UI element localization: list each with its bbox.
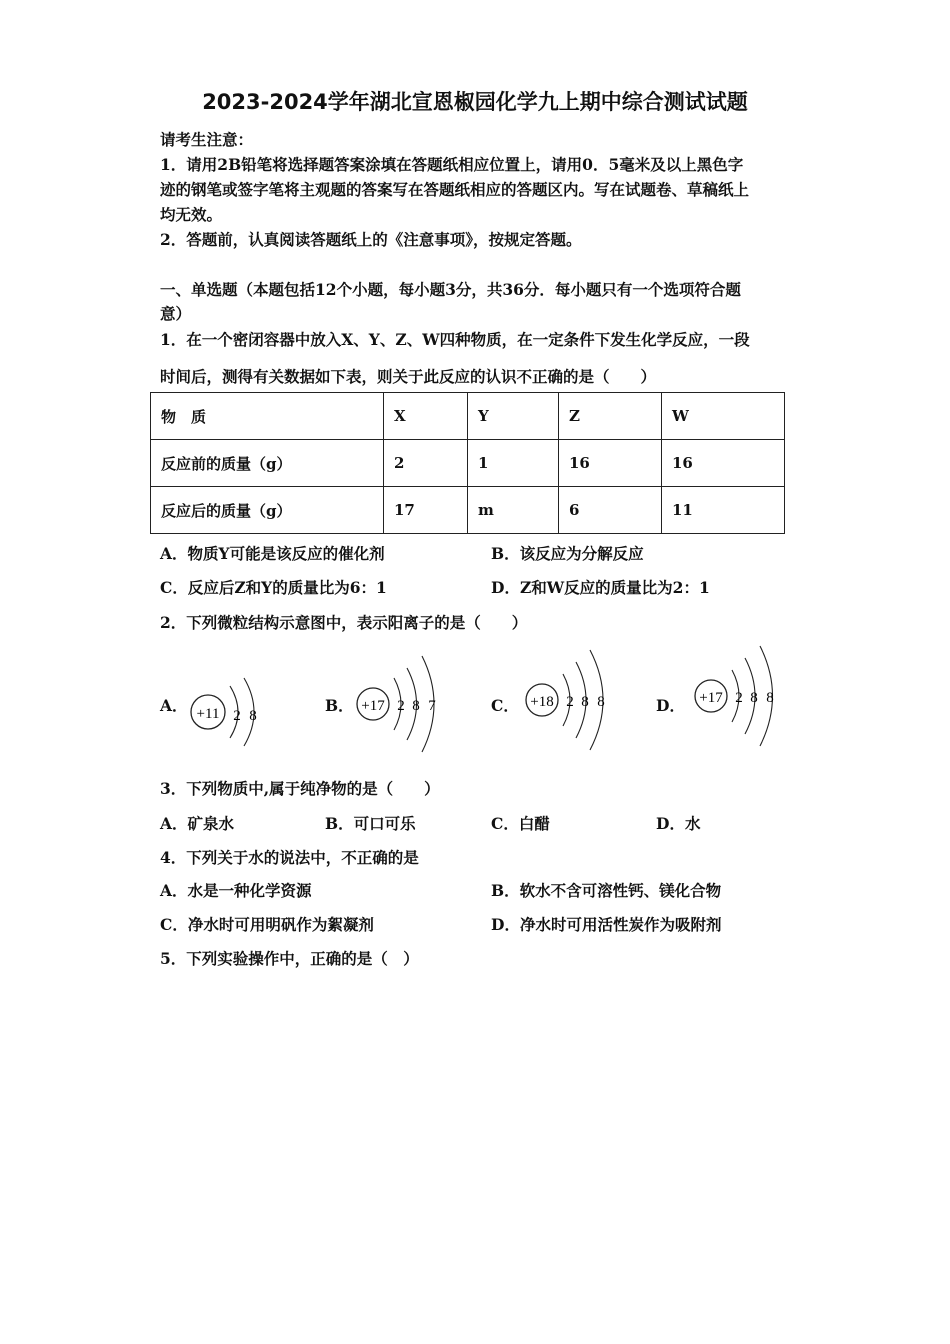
nucleus-charge: +17 bbox=[361, 698, 385, 714]
shell-electron-count: 8 bbox=[766, 690, 774, 706]
section-heading: 一、单选题（本题包括12个小题，每小题3分，共36分．每小题只有一个选项符合题 bbox=[160, 280, 741, 299]
table-cell: Y bbox=[468, 393, 559, 440]
shell-electron-count: 8 bbox=[597, 694, 605, 710]
q1-stem: 1．在一个密闭容器中放入X、Y、Z、W四种物质，在一定条件下发生化学反应，一段 bbox=[160, 330, 750, 349]
notice-line: 迹的钢笔或签字笔将主观题的答案写在答题纸相应的答题区内。写在试题卷、草稿纸上 bbox=[160, 180, 750, 199]
table-cell: X bbox=[384, 393, 468, 440]
q1-stem-cont: 时间后，测得有关数据如下表，则关于此反应的认识不正确的是（ ） bbox=[160, 367, 657, 386]
shell-electron-count: 8 bbox=[249, 708, 257, 724]
q2-option-a-label[interactable]: A． bbox=[160, 696, 188, 715]
page-title: 2023-2024学年湖北宣恩椒园化学九上期中综合测试试题 bbox=[202, 90, 748, 114]
shell-electron-count: 8 bbox=[412, 698, 420, 714]
notice-line: 2．答题前，认真阅读答题纸上的《注意事项》，按规定答题。 bbox=[160, 230, 582, 249]
table-cell: 1 bbox=[468, 440, 559, 487]
table-cell: W bbox=[662, 393, 785, 440]
table-cell: 6 bbox=[559, 487, 662, 534]
nucleus-charge: +18 bbox=[530, 694, 554, 710]
table-cell: 反应后的质量（g） bbox=[151, 487, 384, 534]
q3-stem: 3．下列物质中,属于纯净物的是（ ） bbox=[160, 779, 440, 798]
table-cell: 2 bbox=[384, 440, 468, 487]
table-cell: 17 bbox=[384, 487, 468, 534]
shell-electron-count: 2 bbox=[397, 698, 405, 714]
q1-option-d[interactable]: D．Z和W反应的质量比为2：1 bbox=[491, 578, 710, 597]
notice-heading: 请考生注意： bbox=[160, 130, 254, 149]
table-cell: 反应前的质量（g） bbox=[151, 440, 384, 487]
q2-option-d-diagram[interactable] bbox=[690, 640, 790, 756]
q2-option-c-label[interactable]: C． bbox=[491, 696, 519, 715]
notice-line: 均无效。 bbox=[160, 205, 223, 224]
q1-option-a[interactable]: A．物质Y可能是该反应的催化剂 bbox=[160, 544, 385, 563]
q1-option-b[interactable]: B．该反应为分解反应 bbox=[491, 544, 644, 563]
q2-option-d-label[interactable]: D． bbox=[656, 696, 685, 715]
table-row bbox=[151, 440, 785, 487]
q1-option-c[interactable]: C．反应后Z和Y的质量比为6：1 bbox=[160, 578, 387, 597]
q3-option-a[interactable]: A．矿泉水 bbox=[160, 814, 235, 833]
q2-option-a-diagram[interactable] bbox=[188, 668, 268, 762]
shell-electron-count: 7 bbox=[428, 698, 436, 714]
shell-electron-count: 2 bbox=[566, 694, 574, 710]
shell-electron-count: 8 bbox=[581, 694, 589, 710]
q3-option-c[interactable]: C．白醋 bbox=[491, 814, 550, 833]
shell-electron-count: 2 bbox=[233, 708, 241, 724]
q4-option-b[interactable]: B．软水不含可溶性钙、镁化合物 bbox=[491, 881, 722, 900]
shell-electron-count: 8 bbox=[750, 690, 758, 706]
table-cell: 11 bbox=[662, 487, 785, 534]
table-row bbox=[151, 487, 785, 534]
table-cell: 16 bbox=[662, 440, 785, 487]
q4-option-a[interactable]: A．水是一种化学资源 bbox=[160, 881, 312, 900]
q2-option-b-label[interactable]: B． bbox=[325, 696, 354, 715]
q3-option-d[interactable]: D．水 bbox=[656, 814, 701, 833]
table-cell: 物 质 bbox=[151, 393, 384, 440]
q2-option-c-diagram[interactable] bbox=[520, 644, 620, 760]
table-cell: 16 bbox=[559, 440, 662, 487]
q1-data-table bbox=[150, 392, 785, 534]
nucleus-charge: +11 bbox=[196, 706, 220, 722]
table-cell: Z bbox=[559, 393, 662, 440]
shell-electron-count: 2 bbox=[735, 690, 743, 706]
q2-option-b-diagram[interactable] bbox=[352, 650, 452, 764]
q4-option-d[interactable]: D．净水时可用活性炭作为吸附剂 bbox=[491, 915, 722, 934]
q2-stem: 2．下列微粒结构示意图中，表示阳离子的是（ ） bbox=[160, 613, 528, 632]
q3-option-b[interactable]: B．可口可乐 bbox=[325, 814, 416, 833]
section-heading-cont: 意） bbox=[160, 304, 192, 323]
nucleus-charge: +17 bbox=[699, 690, 723, 706]
table-row bbox=[151, 393, 785, 440]
notice-line: 1．请用2B铅笔将选择题答案涂填在答题纸相应位置上，请用0．5毫米及以上黑色字 bbox=[160, 155, 744, 174]
q5-stem: 5．下列实验操作中，正确的是（ ） bbox=[160, 949, 419, 968]
q4-stem: 4．下列关于水的说法中，不正确的是 bbox=[160, 848, 419, 867]
table-cell: m bbox=[468, 487, 559, 534]
q4-option-c[interactable]: C．净水时可用明矾作为絮凝剂 bbox=[160, 915, 374, 934]
